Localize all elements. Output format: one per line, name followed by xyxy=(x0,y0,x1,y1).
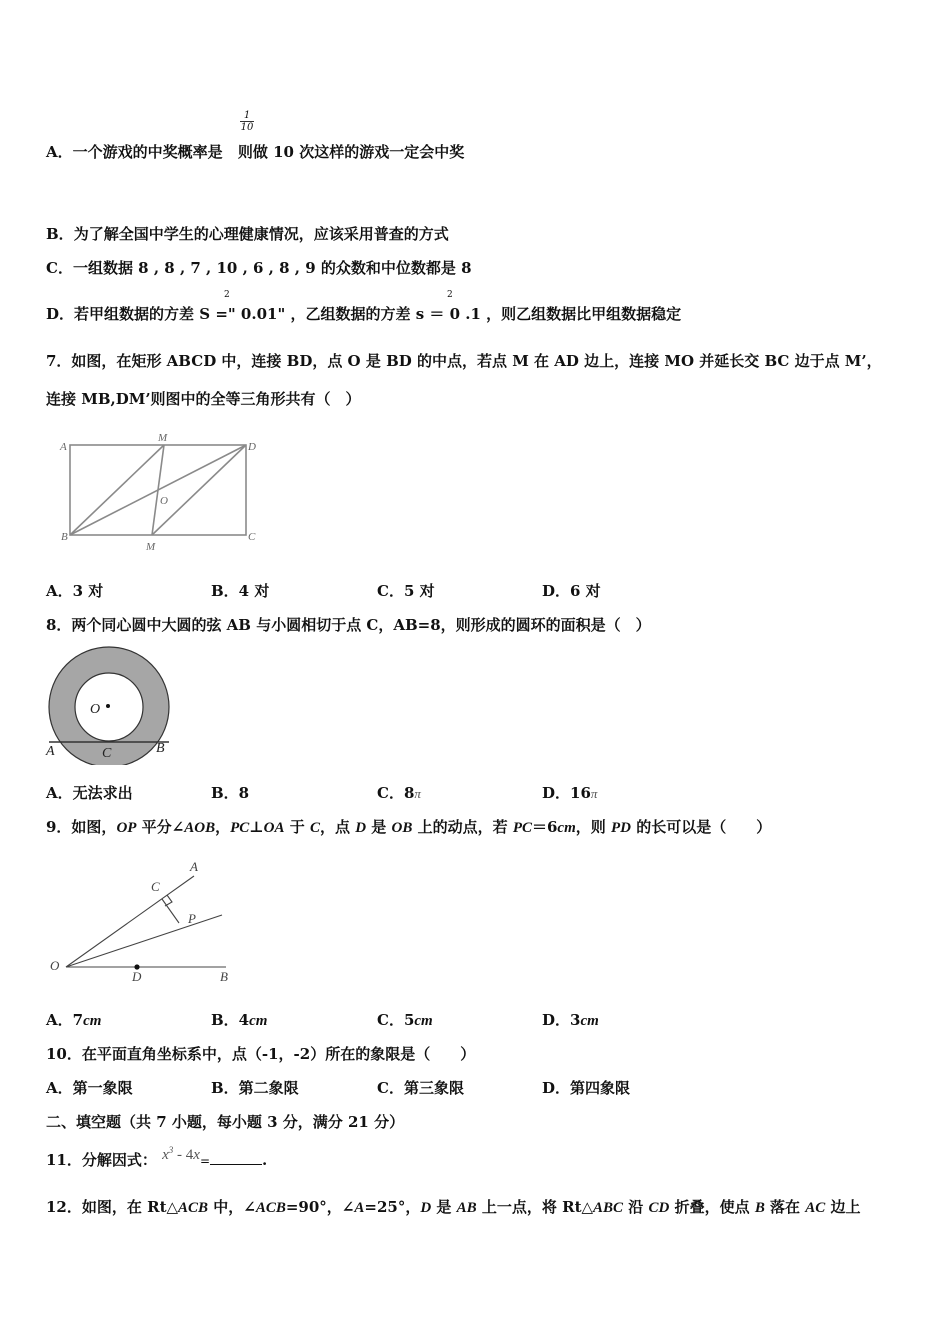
q6-b-text: 为了解全国中学生的心理健康情况，应该采用普查的方式 xyxy=(73,225,449,243)
q9-cm: cm xyxy=(557,820,576,836)
q12-var: D xyxy=(420,1200,432,1216)
q12-text: 12．如图，在 Rt△ xyxy=(46,1198,179,1216)
option-label: D．3 xyxy=(542,1011,581,1029)
option-label: A．7 xyxy=(46,1011,84,1029)
q8-option-a: A．无法求出 xyxy=(46,784,133,802)
q9-option-c xyxy=(377,1009,433,1030)
q12-text: 边上 xyxy=(825,1198,861,1216)
option-unit: cm xyxy=(414,1013,433,1029)
fraction-numerator: 1 xyxy=(243,110,251,121)
q6-d-label: D． xyxy=(46,305,75,323)
label-d: D xyxy=(132,969,142,984)
q8-annulus-figure xyxy=(40,645,180,765)
q12-var: AB xyxy=(456,1200,477,1216)
q6-option-c xyxy=(46,257,472,278)
q12-text: 是 xyxy=(431,1198,457,1216)
option-unit: cm xyxy=(83,1013,102,1029)
q9-option-d xyxy=(542,1009,599,1030)
label-m-top: M xyxy=(158,432,168,444)
q6-option-a xyxy=(46,141,464,162)
q8-option-c xyxy=(377,782,421,803)
q10-option-d: D．第四象限 xyxy=(542,1079,631,1097)
q6-d-text1: 若甲组数据的方差 S xyxy=(74,305,211,323)
q12-var: A xyxy=(354,1200,365,1216)
q12-stem xyxy=(46,1196,861,1217)
option-unit: cm xyxy=(249,1013,268,1029)
q12-text: 折叠，使点 xyxy=(669,1198,755,1216)
q9-text: ＝6 xyxy=(531,818,558,836)
q9-d: D xyxy=(355,820,367,836)
option-label: B．4 xyxy=(211,1011,250,1029)
q12-var: AC xyxy=(805,1200,826,1216)
label-b: B xyxy=(220,969,228,984)
q8-option-d xyxy=(542,782,597,803)
q7-option-d: D．6 对 xyxy=(542,582,601,600)
q9-text: 上的动点，若 xyxy=(412,818,513,836)
q6-b-label: B． xyxy=(46,225,74,243)
q6-a-label: A． xyxy=(46,143,73,161)
answer-blank[interactable] xyxy=(210,1151,262,1165)
label-c: C xyxy=(151,879,160,894)
q12-var: ABC xyxy=(593,1200,624,1216)
q12-text: =25°， xyxy=(364,1198,421,1216)
q8-option-c-label: C．8 xyxy=(377,784,415,802)
q9-oa: OA xyxy=(263,820,285,836)
label-b: B xyxy=(61,531,68,543)
q11-stem xyxy=(46,1145,268,1170)
q10-option-a: A．第一象限 xyxy=(46,1079,133,1097)
q11-expression xyxy=(162,1147,200,1163)
q12-text: =90°，∠ xyxy=(285,1198,355,1216)
q10-option-c: C．第三象限 xyxy=(377,1079,464,1097)
q9-ob: OB xyxy=(391,820,413,836)
segment-mm xyxy=(152,445,164,535)
label-c: C xyxy=(248,531,256,543)
q10-option-b: B．第二象限 xyxy=(211,1079,299,1097)
q7-option-b: B．4 对 xyxy=(211,582,270,600)
q9-pc: PC xyxy=(512,820,532,836)
label-b: B xyxy=(156,741,165,756)
q9-stem xyxy=(46,816,771,837)
q11-label: 11．分解因式： xyxy=(46,1151,157,1169)
option-unit: cm xyxy=(580,1013,599,1029)
q6-c-label: C． xyxy=(46,259,73,277)
q8-option-d-label: D．16 xyxy=(542,784,591,802)
q6-a-text2: 则做 10 次这样的游戏一定会中奖 xyxy=(237,143,465,161)
label-a: A xyxy=(190,859,198,874)
ray-op xyxy=(66,915,222,967)
segment-md xyxy=(152,445,246,535)
exponent: 3 xyxy=(168,1145,174,1155)
label-o: O xyxy=(50,958,60,973)
label-a: A xyxy=(60,441,67,453)
q12-text: 上一点，将 Rt△ xyxy=(476,1198,594,1216)
label-a: A xyxy=(46,744,55,759)
q12-var: B xyxy=(754,1200,765,1216)
q6-c-text: 一组数据 8 , 8 , 7 , 10 , 6 , 8 , 9 的众数和中位数都是 8 xyxy=(72,259,472,277)
q12-text: 沿 xyxy=(623,1198,649,1216)
q6-option-b xyxy=(46,223,449,244)
q12-text: 落在 xyxy=(764,1198,806,1216)
q7-stem-line1: 7．如图，在矩形 ABCD 中，连接 BD，点 O 是 BD 的中点，若点 M 在 AD 边上，连接 MO 并延长交 BC 边于点 M’， xyxy=(46,352,882,370)
q7-stem-line2: 连接 MB,DM’则图中的全等三角形共有（ ） xyxy=(46,390,361,408)
expr-rest: - 4 xyxy=(173,1147,194,1163)
q10-stem: 10．在平面直角坐标系中，点（-1，-2）所在的象限是（ ） xyxy=(46,1045,476,1063)
q9-text: 的长可以是（ ） xyxy=(630,818,772,836)
q7-option-a: A．3 对 xyxy=(46,582,104,600)
q9-op: OP xyxy=(116,820,137,836)
label-o: O xyxy=(160,495,168,507)
ray-oa xyxy=(66,876,194,967)
q12-text: 中，∠ xyxy=(208,1198,256,1216)
q7-rectangle-figure xyxy=(56,428,266,553)
q12-var: ACB xyxy=(255,1200,286,1216)
q9-option-a xyxy=(46,1009,101,1030)
label-d: D xyxy=(248,441,256,453)
q6-d-text3: ＝ 0 .1 ，则乙组数据比甲组数据稳定 xyxy=(429,305,682,323)
label-c: C xyxy=(102,746,112,761)
q9-aob: AOB xyxy=(184,820,216,836)
q9-text: ，则 xyxy=(575,818,611,836)
section-heading: 二、填空题（共 7 小题，每小题 3 分，满分 21 分） xyxy=(46,1113,405,1131)
fraction-denominator: 10 xyxy=(240,122,254,133)
q9-text: 于 xyxy=(284,818,310,836)
q7-option-c: C．5 对 xyxy=(377,582,435,600)
center-point xyxy=(106,704,110,708)
q9-text: ，点 xyxy=(319,818,356,836)
q6-d-text2: =" 0.01" ，乙组数据的方差 s xyxy=(215,305,425,323)
option-label: C．5 xyxy=(377,1011,415,1029)
q12-var: CD xyxy=(648,1200,670,1216)
label-m-bottom: M xyxy=(146,541,156,553)
segment-mb xyxy=(70,445,164,535)
q9-pd: PD xyxy=(610,820,631,836)
label-p: P xyxy=(188,911,196,926)
q9-text: ， xyxy=(215,818,231,836)
var-x: x xyxy=(193,1147,200,1163)
q6-a-fraction xyxy=(240,110,254,133)
period: . xyxy=(262,1151,268,1169)
q9-pc: PC xyxy=(230,820,250,836)
pi-symbol: π xyxy=(590,786,598,801)
q8-option-b: B．8 xyxy=(211,784,250,802)
q9-text: 平分∠ xyxy=(136,818,185,836)
q9-angle-figure xyxy=(44,855,244,990)
q9-text: ⊥ xyxy=(249,818,264,836)
q9-text: 是 xyxy=(366,818,392,836)
label-o: O xyxy=(90,702,101,717)
q6-d-superscript-1: 2 xyxy=(224,290,230,300)
q6-d-superscript-2: 2 xyxy=(447,290,453,300)
q6-option-d xyxy=(46,303,681,324)
q8-stem: 8．两个同心圆中大圆的弦 AB 与小圆相切于点 C，AB=8，则形成的圆环的面积是（ ） xyxy=(46,616,651,634)
q6-a-text1: 一个游戏的中奖概率是 xyxy=(72,143,223,161)
q9-text: 9．如图， xyxy=(46,818,117,836)
q9-option-b xyxy=(211,1009,267,1030)
q9-c: C xyxy=(309,820,320,836)
equals-sign: = xyxy=(199,1154,211,1168)
var-x: x xyxy=(162,1147,169,1163)
q12-var: ACB xyxy=(178,1200,209,1216)
pi-symbol: π xyxy=(414,786,421,801)
